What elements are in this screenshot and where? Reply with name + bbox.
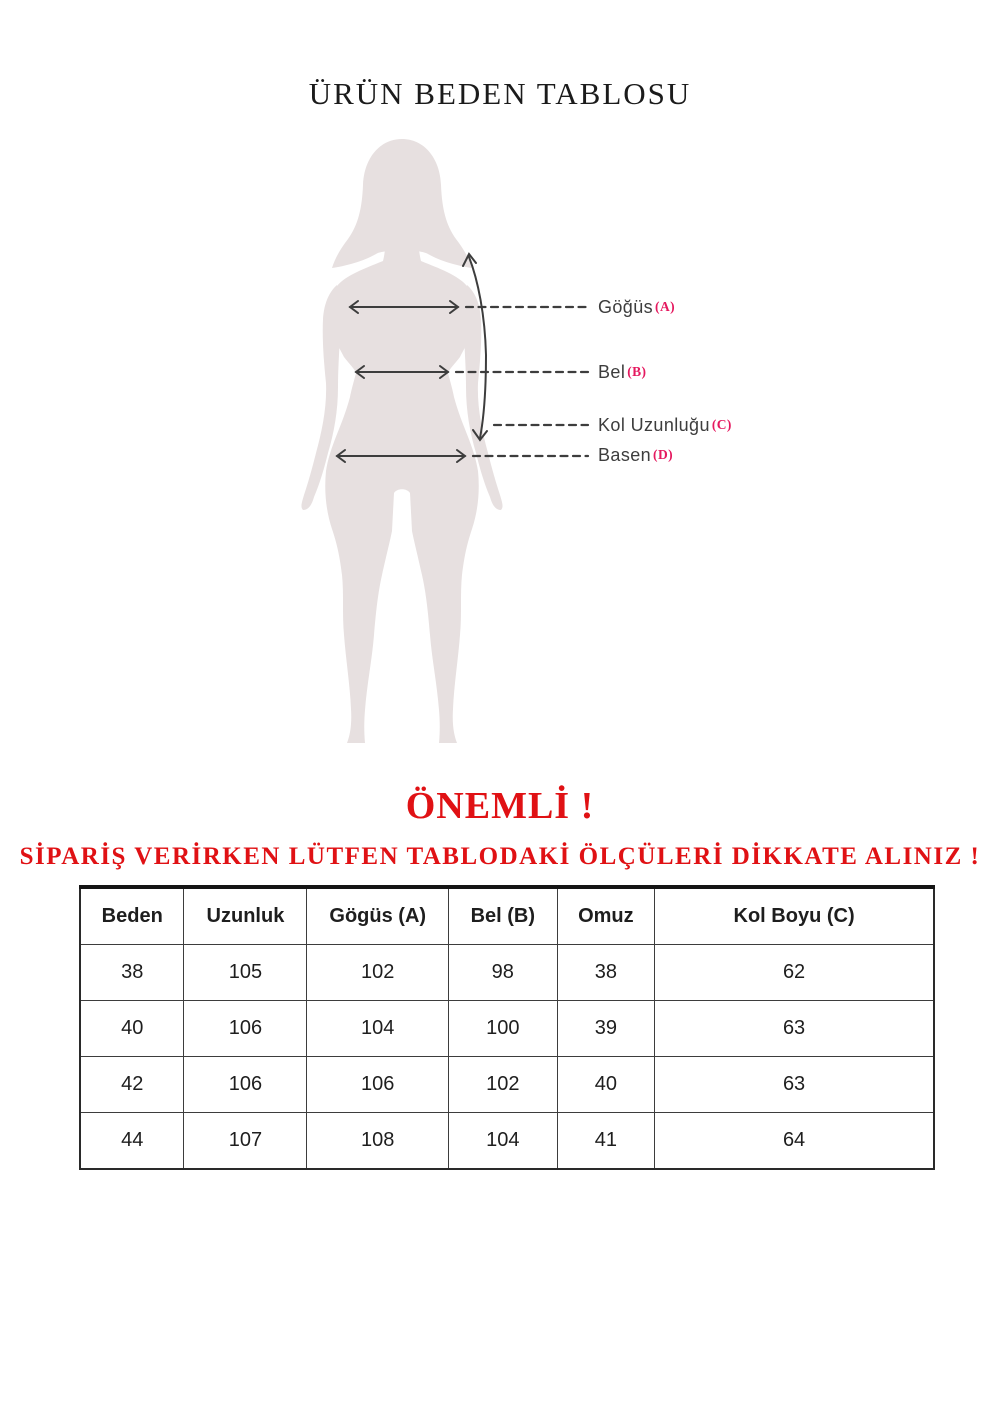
label-chest-letter: (A) [655,299,675,314]
label-waist-letter: (B) [627,364,647,379]
table-row [80,945,934,1001]
table-cell: 105 [184,945,307,1001]
table-header-cell: Kol Boyu (C) [655,887,934,945]
table-cell: 106 [307,1057,449,1113]
table-cell: 38 [557,945,655,1001]
table-header-cell: Beden [80,887,184,945]
table-cell: 106 [184,1057,307,1113]
table-header-cell: Uzunluk [184,887,307,945]
table-row [80,1113,934,1170]
table-cell: 41 [557,1113,655,1170]
table-cell: 98 [449,945,558,1001]
table-cell: 63 [655,1001,934,1057]
label-waist-text: Bel [598,362,626,382]
table-cell: 40 [557,1057,655,1113]
table-cell: 39 [557,1001,655,1057]
label-chest-text: Göğüs [598,297,654,317]
table-header-cell: Omuz [557,887,655,945]
label-waist [598,360,646,384]
table-cell: 102 [449,1057,558,1113]
table-header-cell: Gögüs (A) [307,887,449,945]
page-title: ÜRÜN BEDEN TABLOSU [308,76,692,111]
warning-text: SİPARİŞ VERİRKEN LÜTFEN TABLODAKİ ÖLÇÜLERİ DİKKATE ALINIZ ! [19,843,981,870]
table-cell: 64 [655,1113,934,1170]
measurement-diagram [280,135,1000,750]
table-row [80,1057,934,1113]
table-cell: 40 [80,1001,184,1057]
label-arm-length-text: Kol Uzunluğu [598,415,710,435]
label-arm-length [598,413,732,437]
size-table [79,885,935,1170]
table-cell: 63 [655,1057,934,1113]
table-cell: 104 [307,1001,449,1057]
table-cell: 104 [449,1113,558,1170]
label-hip-text: Basen [598,445,652,465]
female-silhouette-icon [301,139,502,743]
label-chest [598,295,675,319]
table-header-cell: Bel (B) [449,887,558,945]
table-cell: 102 [307,945,449,1001]
table-cell: 107 [184,1113,307,1170]
label-arm-length-letter: (C) [711,417,732,432]
body-silhouette-graphic [280,135,595,750]
label-hip-letter: (D) [653,447,673,462]
label-hip [598,443,673,467]
table-cell: 44 [80,1113,184,1170]
table-cell: 106 [184,1001,307,1057]
table-row [80,1001,934,1057]
table-cell: 38 [80,945,184,1001]
table-header-row [80,887,934,945]
important-heading: ÖNEMLİ ! [405,785,595,827]
size-table-body [80,945,934,1170]
table-cell: 42 [80,1057,184,1113]
table-cell: 62 [655,945,934,1001]
table-cell: 100 [449,1001,558,1057]
table-cell: 108 [307,1113,449,1170]
